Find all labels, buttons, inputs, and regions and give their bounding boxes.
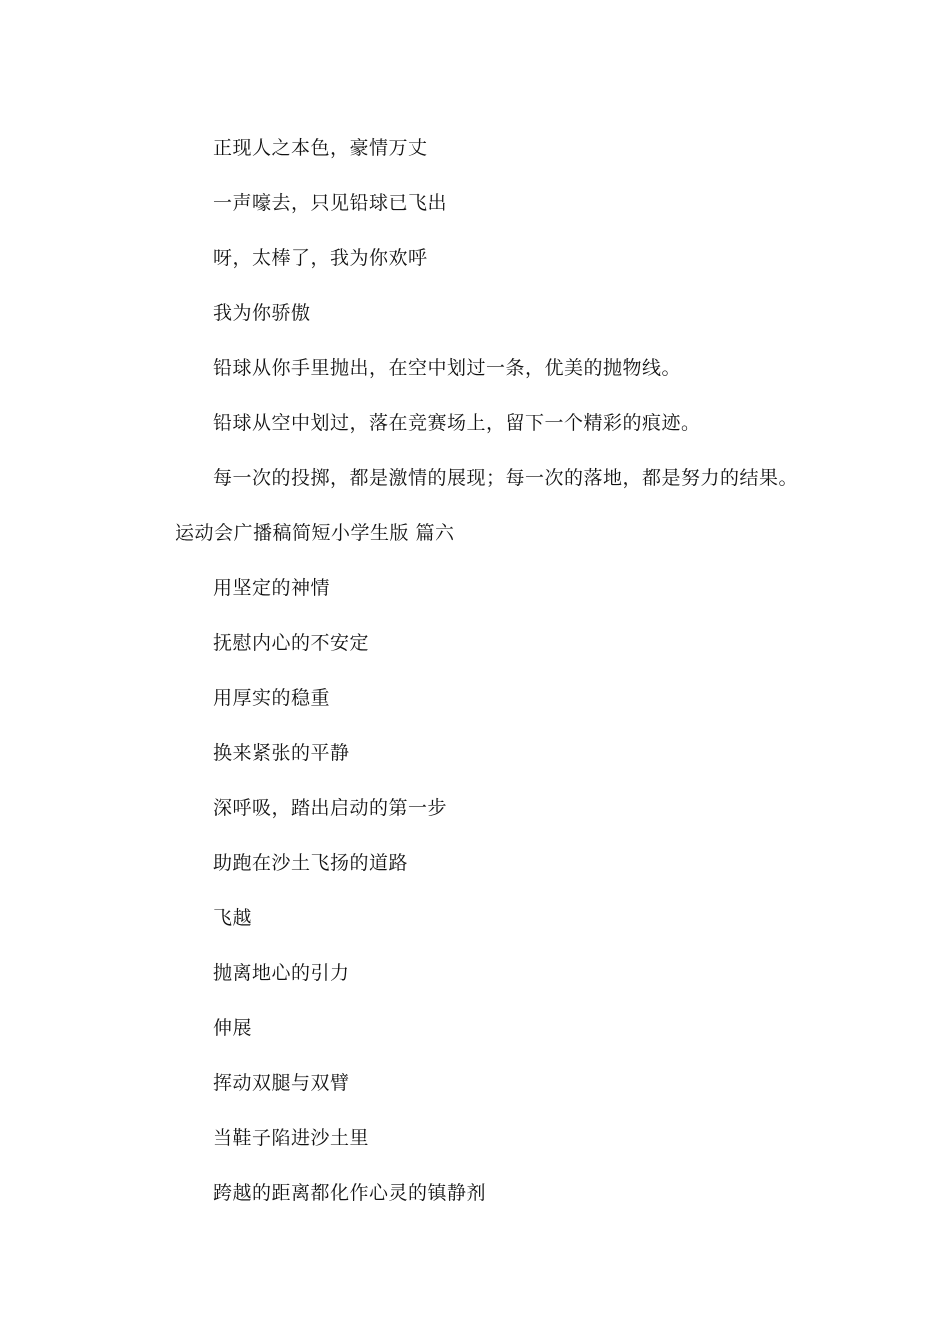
poem-line: 用厚实的稳重 [213,687,331,709]
poem-line: 抛离地心的引力 [213,962,350,984]
poem-line: 助跑在沙土飞扬的道路 [213,852,409,874]
poem-line: 当鞋子陷进沙土里 [213,1127,370,1149]
poem-line: 铅球从空中划过，落在竞赛场上，留下一个精彩的痕迹。 [213,412,701,434]
poem-line: 飞越 [213,907,253,929]
poem-line: 正现人之本色，豪情万丈 [213,137,428,159]
poem-line: 我为你骄傲 [213,302,311,324]
poem-line: 伸展 [213,1017,253,1039]
poem-line: 一声嚎去，只见铅球已飞出 [213,192,448,214]
poem-line: 换来紧张的平静 [213,742,350,764]
poem-line: 每一次的投掷，都是激情的展现；每一次的落地，都是努力的结果。 [213,467,799,489]
poem-line: 铅球从你手里抛出，在空中划过一条，优美的抛物线。 [213,357,682,379]
poem-line: 跨越的距离都化作心灵的镇静剂 [213,1182,487,1204]
poem-line: 呀，太棒了，我为你欢呼 [213,247,428,269]
poem-line: 用坚定的神情 [213,577,331,599]
poem-line: 抚慰内心的不安定 [213,632,370,654]
poem-line: 挥动双腿与双臂 [213,1072,350,1094]
poem-line: 深呼吸，踏出启动的第一步 [213,797,448,819]
section-heading: 运动会广播稿简短小学生版 篇六 [175,522,455,544]
